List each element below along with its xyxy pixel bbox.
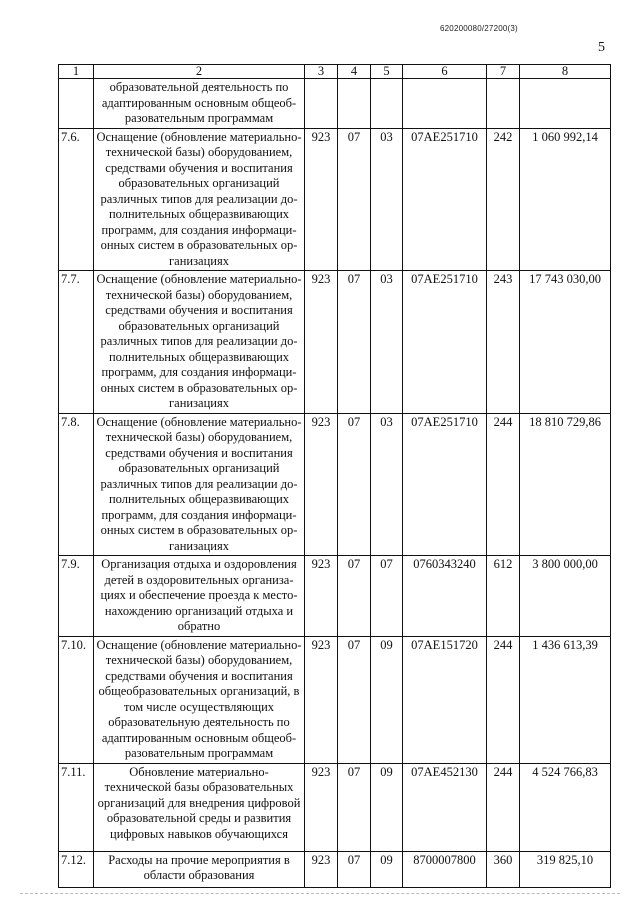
- cell-code-6: 0760343240: [403, 556, 487, 637]
- budget-table: [58, 64, 611, 888]
- cell-code-6: 07АЕ251710: [403, 271, 487, 414]
- table-row: [59, 413, 611, 556]
- cell-code-4: 07: [338, 636, 371, 763]
- column-header: 2: [94, 65, 305, 79]
- cell-amount: 319 825,10: [520, 851, 611, 887]
- cell-code-4: [338, 79, 371, 129]
- column-header: 8: [520, 65, 611, 79]
- page-number: 5: [598, 40, 605, 55]
- cell-code-7: 244: [487, 763, 520, 851]
- column-header: 4: [338, 65, 371, 79]
- cell-code-5: 03: [371, 413, 403, 556]
- row-name: Оснащение (обновление материально-технической базы) оборудованием, средствами обучения и воспитания образовательных организаций различных типов для реализации дополнительных общеразвивающих программ, для создания информационных систем в образовательных организациях: [94, 271, 305, 414]
- cell-amount: 1 060 992,14: [520, 128, 611, 271]
- table-row: [59, 79, 611, 129]
- cell-code-4: 07: [338, 128, 371, 271]
- table-row: [59, 271, 611, 414]
- row-number: 7.9.: [59, 556, 94, 637]
- row-number: 7.8.: [59, 413, 94, 556]
- row-number: 7.12.: [59, 851, 94, 887]
- column-header: 6: [403, 65, 487, 79]
- cell-code-5: 09: [371, 763, 403, 851]
- table-row: [59, 763, 611, 851]
- table-row: [59, 556, 611, 637]
- cell-code-6: 07АЕ151720: [403, 636, 487, 763]
- scan-edge-line: [20, 893, 620, 894]
- cell-code-4: 07: [338, 556, 371, 637]
- row-name: Обновление материально-технической базы образовательных организаций для внедрения цифровой образовательной среды и развития цифровых навыков обучающихся: [94, 763, 305, 851]
- row-name: Организация отдыха и оздоровления детей в оздоровительных организациях и обеспечение проезда к местонахождению организаций отдыха и обратно: [94, 556, 305, 637]
- cell-code-3: 923: [305, 763, 338, 851]
- cell-amount: 1 436 613,39: [520, 636, 611, 763]
- row-number: 7.7.: [59, 271, 94, 414]
- cell-code-6: 07АЕ452130: [403, 763, 487, 851]
- row-name: образовательной деятельность по адаптированным основным общеобразовательным программам: [94, 79, 305, 129]
- cell-code-4: 07: [338, 763, 371, 851]
- column-number-row: [59, 65, 611, 79]
- cell-code-6: 8700007800: [403, 851, 487, 887]
- cell-code-6: 07АЕ251710: [403, 413, 487, 556]
- cell-amount: 17 743 030,00: [520, 271, 611, 414]
- cell-code-7: 360: [487, 851, 520, 887]
- cell-amount: 18 810 729,86: [520, 413, 611, 556]
- cell-code-6: [403, 79, 487, 129]
- cell-code-3: 923: [305, 413, 338, 556]
- cell-code-4: 07: [338, 271, 371, 414]
- cell-code-7: [487, 79, 520, 129]
- cell-code-5: 09: [371, 636, 403, 763]
- column-header: 7: [487, 65, 520, 79]
- cell-code-3: 923: [305, 636, 338, 763]
- cell-code-3: 923: [305, 128, 338, 271]
- cell-code-7: 244: [487, 413, 520, 556]
- cell-code-5: 03: [371, 128, 403, 271]
- cell-code-7: 242: [487, 128, 520, 271]
- cell-amount: 3 800 000,00: [520, 556, 611, 637]
- cell-code-4: 07: [338, 413, 371, 556]
- cell-code-7: 612: [487, 556, 520, 637]
- column-header: 3: [305, 65, 338, 79]
- table-row: [59, 128, 611, 271]
- cell-amount: 4 524 766,83: [520, 763, 611, 851]
- cell-code-3: 923: [305, 556, 338, 637]
- row-name: Оснащение (обновление материально-технической базы) оборудованием, средствами обучения и воспитания образовательных организаций различных типов для реализации дополнительных общеразвивающих программ, для создания информационных систем в образовательных организациях: [94, 128, 305, 271]
- document-code: 620200080/27200(3): [440, 24, 518, 33]
- cell-code-5: 09: [371, 851, 403, 887]
- cell-code-5: 03: [371, 271, 403, 414]
- row-name: Оснащение (обновление материально-технической базы) оборудованием, средствами обучения и воспитания образовательных организаций различных типов для реализации дополнительных общеразвивающих программ, для создания информационных систем в образовательных организациях: [94, 413, 305, 556]
- cell-code-4: 07: [338, 851, 371, 887]
- row-name: Расходы на прочие мероприятия в области образования: [94, 851, 305, 887]
- table-row: [59, 851, 611, 887]
- row-number: [59, 79, 94, 129]
- column-header: 1: [59, 65, 94, 79]
- cell-code-3: 923: [305, 851, 338, 887]
- cell-code-3: [305, 79, 338, 129]
- cell-code-7: 243: [487, 271, 520, 414]
- row-number: 7.6.: [59, 128, 94, 271]
- column-header: 5: [371, 65, 403, 79]
- cell-code-6: 07АЕ251710: [403, 128, 487, 271]
- table-row: [59, 636, 611, 763]
- cell-code-5: 07: [371, 556, 403, 637]
- cell-amount: [520, 79, 611, 129]
- row-name: Оснащение (обновление материально-технической базы) оборудованием, средствами обучения и воспитания общеобразовательных организаций, в том числе осуществляющих образовательную деятельность по адаптированным основным общеобразовательным программам: [94, 636, 305, 763]
- row-number: 7.10.: [59, 636, 94, 763]
- cell-code-5: [371, 79, 403, 129]
- cell-code-3: 923: [305, 271, 338, 414]
- cell-code-7: 244: [487, 636, 520, 763]
- row-number: 7.11.: [59, 763, 94, 851]
